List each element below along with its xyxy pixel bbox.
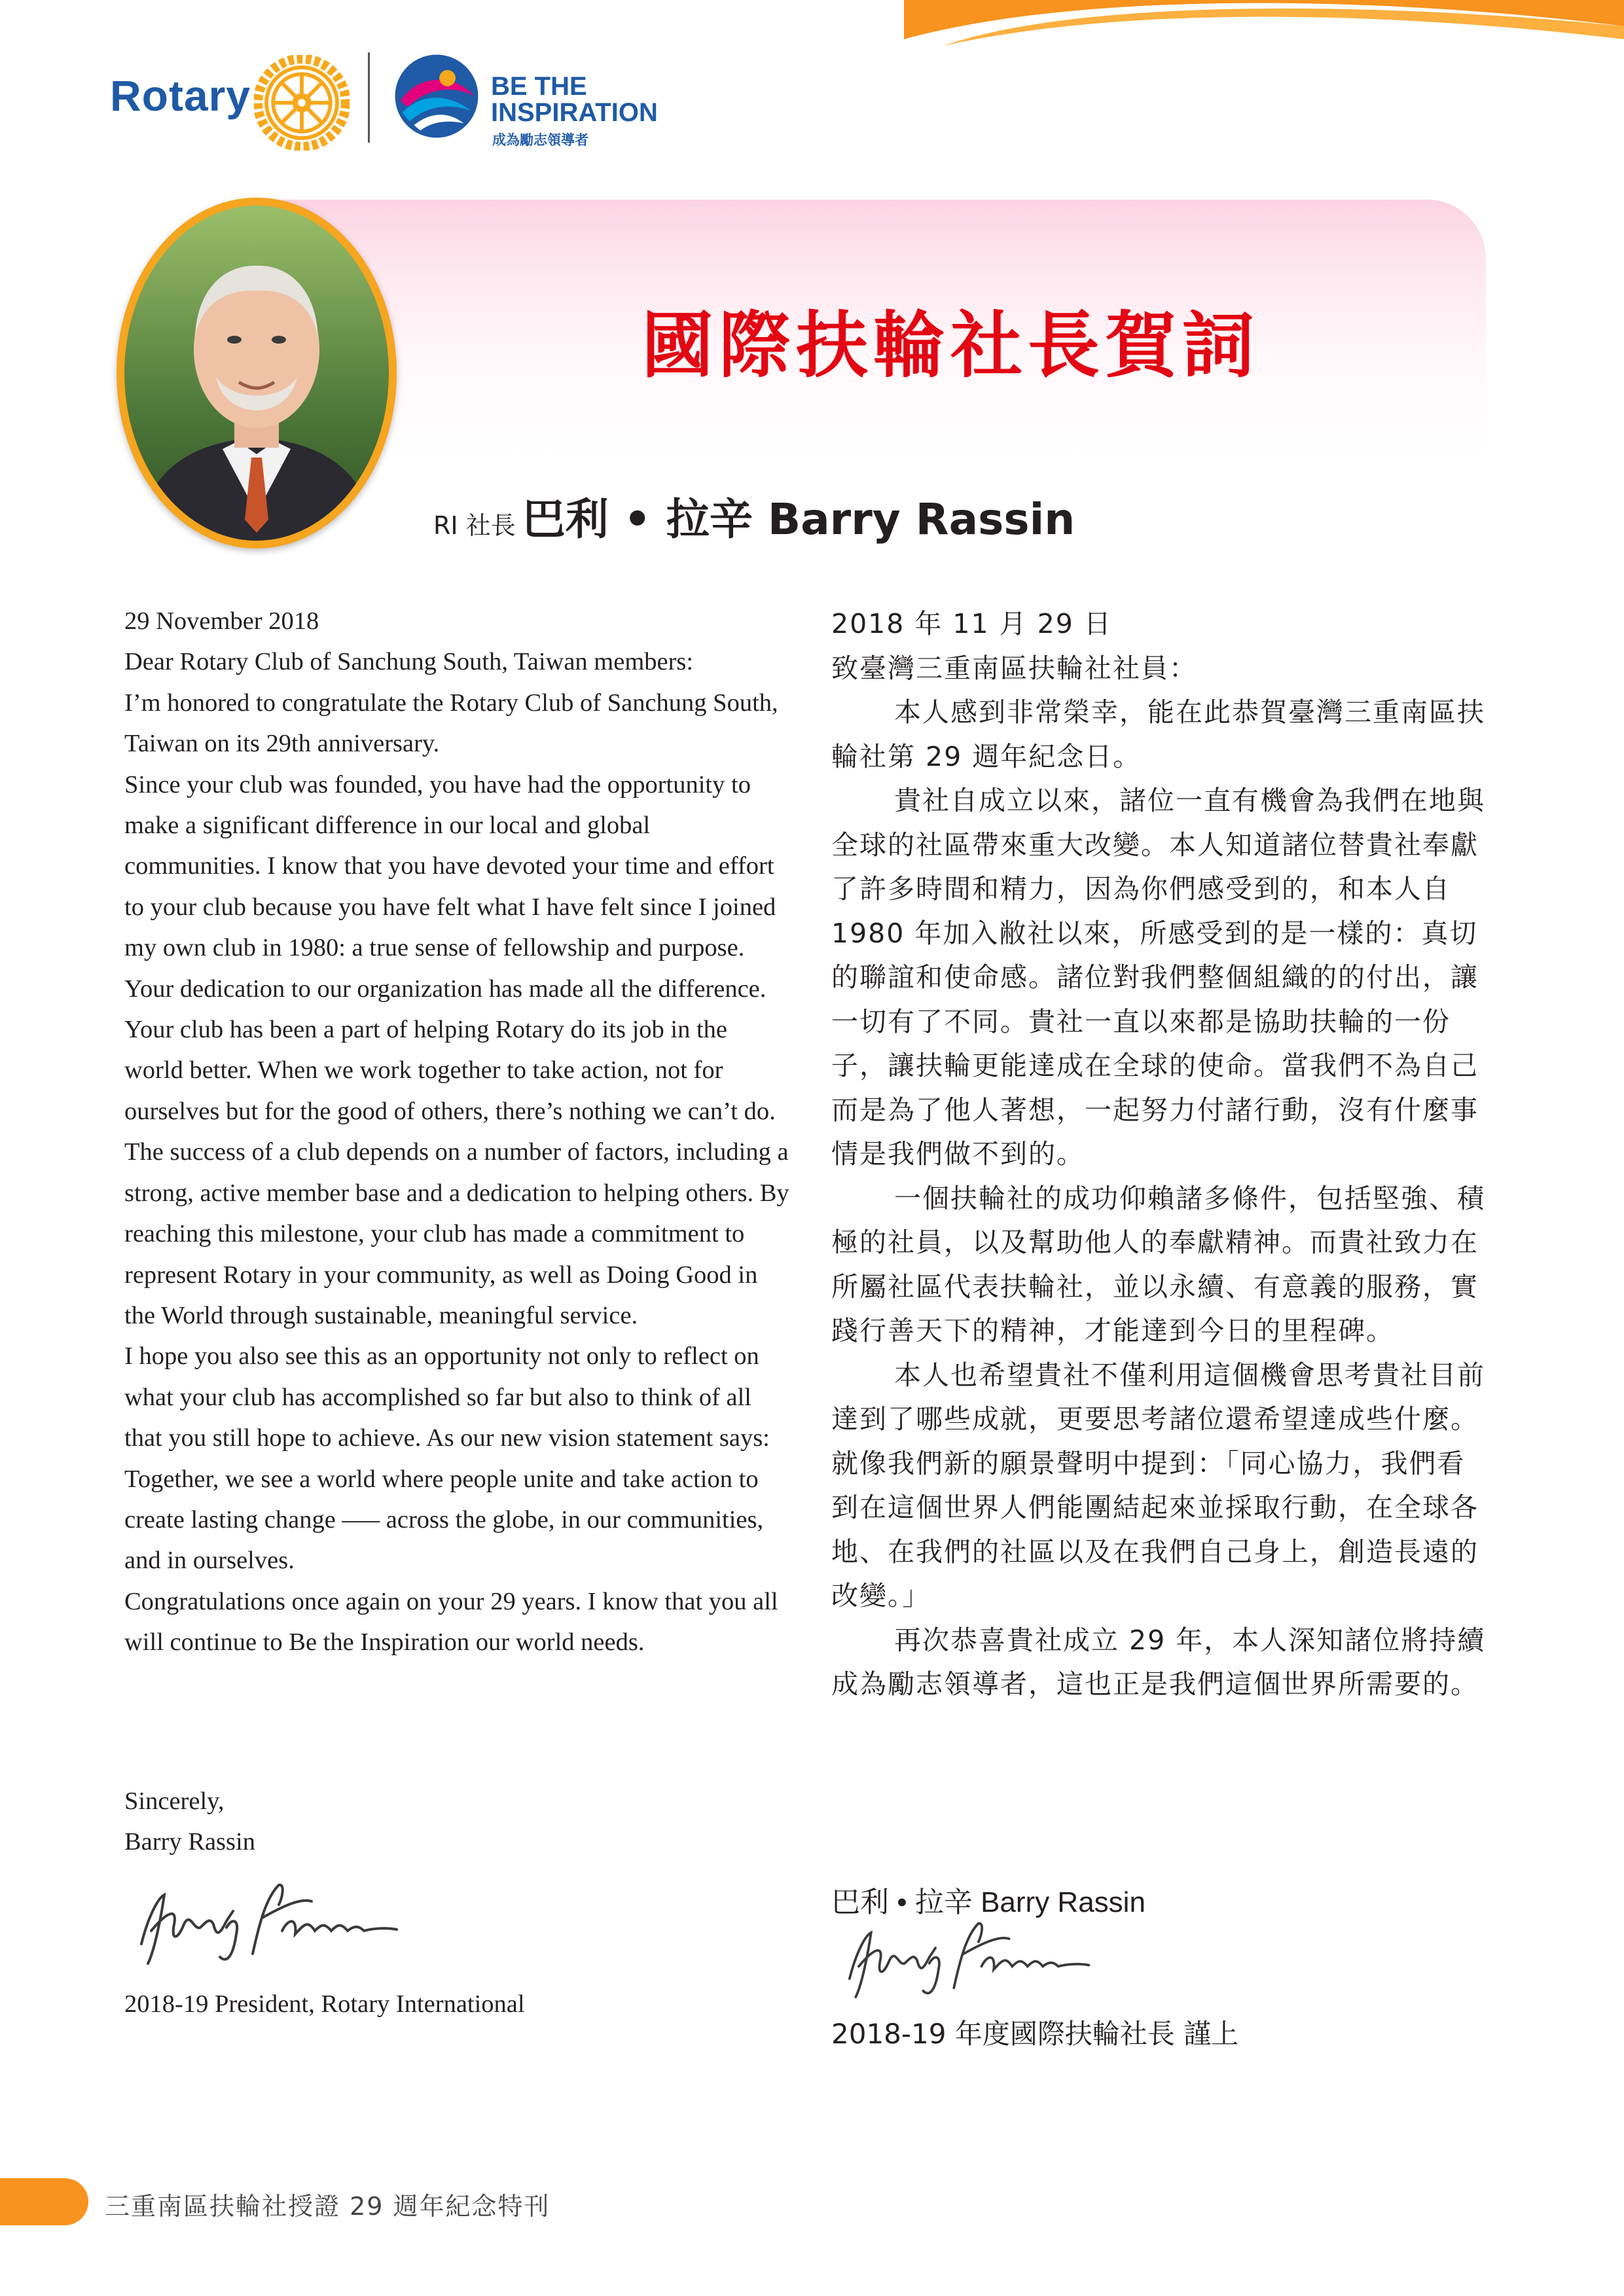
english-paragraph-2: Since your club was founded, you have had the opportunity to make a significant difference in our local and global communities. I know that you have devoted your time and effort to your club because you have felt what I have felt since I joined my own club in 1980: a true sense of fellowship and purpose. Your dedication to our organization has made all the difference. Your club has been a part of helping Rotary do its job in the world better. When we work together to take action, not for ourselves but for the good of others, there’s nothing we can’t do. [124, 770, 776, 1125]
english-letter [124, 601, 792, 1663]
english-closing: Sincerely, [124, 1787, 225, 1815]
english-paragraph-3: The success of a club depends on a number of factors, including a strong, active member base and a dedication to helping others. By reaching this milestone, your club has made a commitment to represent Rotary in your community, as well as Doing Good in the World through sustainable, meaningful service. [124, 1138, 789, 1329]
chinese-paragraph-1: 本人感到非常榮幸，能在此恭賀臺灣三重南區扶輪社第 29 週年紀念日。 [831, 696, 1485, 772]
english-paragraph-5: Congratulations once again on your 29 years. I know that you all will continue to Be the Inspiration our world needs. [124, 1587, 778, 1657]
logo-divider [368, 52, 370, 143]
bti-subtitle: 成為勵志領導者 [492, 132, 588, 148]
english-date: 29 November 2018 [124, 607, 319, 635]
decorative-swoosh [904, 0, 1624, 92]
chinese-greeting: 致臺灣三重南區扶輪社社員： [831, 652, 1197, 684]
english-signer-name: Barry Rassin [124, 1828, 255, 1856]
english-signer-title: 2018-19 President, Rotary International [124, 1990, 525, 2018]
rotary-wordmark: Rotary [110, 71, 251, 120]
english-paragraph-1: I’m honored to congratulate the Rotary Club of Sanchung South, Taiwan on its 29th anniversary. [124, 689, 778, 758]
chinese-paragraph-4: 本人也希望貴社不僅利用這個機會思考貴社目前達到了哪些成就，更要思考諸位還希望達成些什麼。就像我們新的願景聲明中提到：「同心協力，我們看到在這個世界人們能團結起來並採取行動，在全球各地、在我們的社區以及在我們自己身上，創造長遠的改變。」 [831, 1359, 1485, 1611]
president-name-line [433, 484, 1075, 547]
chinese-paragraph-3: 一個扶輪社的成功仰賴諸多條件，包括堅強、積極的社員，以及幫助他人的奉獻精神。而貴社致力在所屬社區代表扶輪社，並以永續、有意義的服務，實踐行善天下的精神，才能達到今日的里程碑。 [831, 1182, 1485, 1346]
chinese-paragraph-5: 再次恭喜貴社成立 29 年，本人深知諸位將持續成為勵志領導者，這也正是我們這個世界所需要的。 [831, 1624, 1486, 1700]
name-prefix: RI 社長 [433, 511, 516, 540]
footer-publication-title: 三重南區扶輪社授證 29 週年紀念特刊 [105, 2192, 550, 2221]
footer-tab [0, 2178, 88, 2225]
chinese-paragraph-2: 貴社自成立以來，諸位一直有機會為我們在地與全球的社區帶來重大改變。本人知道諸位替貴社奉獻了許多時間和精力，因為你們感受到的，和本人自 1980 年加入敝社以來，所感受到的是一樣的：真切的聯誼和使命感。諸位對我們整個組織的的付出，讓一切有了不同。貴社一直以來都是協助扶輪的一份子，讓扶輪更能達成在全球的使命。當我們不為自己而是為了他人著想，一起努力付諸行動，沒有什麼事情是我們做不到的。 [831, 785, 1485, 1170]
chinese-signer-name: 巴利 • 拉辛 Barry Rassin [831, 1886, 1146, 1918]
english-paragraph-4: I hope you also see this as an opportunity not only to reflect on what your club has accomplished so far but also to think of all that you still hope to achieve. As our new vision statement says: Together, we see a world where people unite and take action to create lasting change —– across the globe, in our communities, and in ourselves. [124, 1342, 770, 1575]
chinese-letter [831, 602, 1492, 1707]
rotary-wheel-icon [254, 55, 350, 151]
president-name: 巴利 • 拉辛 Barry Rassin [522, 494, 1075, 545]
page-title: 國際扶輪社長賀詞 [641, 304, 1259, 387]
handwritten-signature-english [128, 1872, 403, 1977]
handwritten-signature-chinese [835, 1911, 1097, 2009]
be-the-inspiration-emblem-icon [391, 51, 482, 141]
english-greeting: Dear Rotary Club of Sanchung South, Taiwan members: [124, 648, 694, 676]
president-portrait [117, 198, 397, 548]
bti-line-1: BE THE [491, 72, 587, 101]
chinese-signer-title: 2018-19 年度國際扶輪社長 謹上 [831, 2018, 1239, 2050]
chinese-date: 2018 年 11 月 29 日 [831, 608, 1112, 639]
bti-line-2: INSPIRATION [491, 98, 658, 127]
